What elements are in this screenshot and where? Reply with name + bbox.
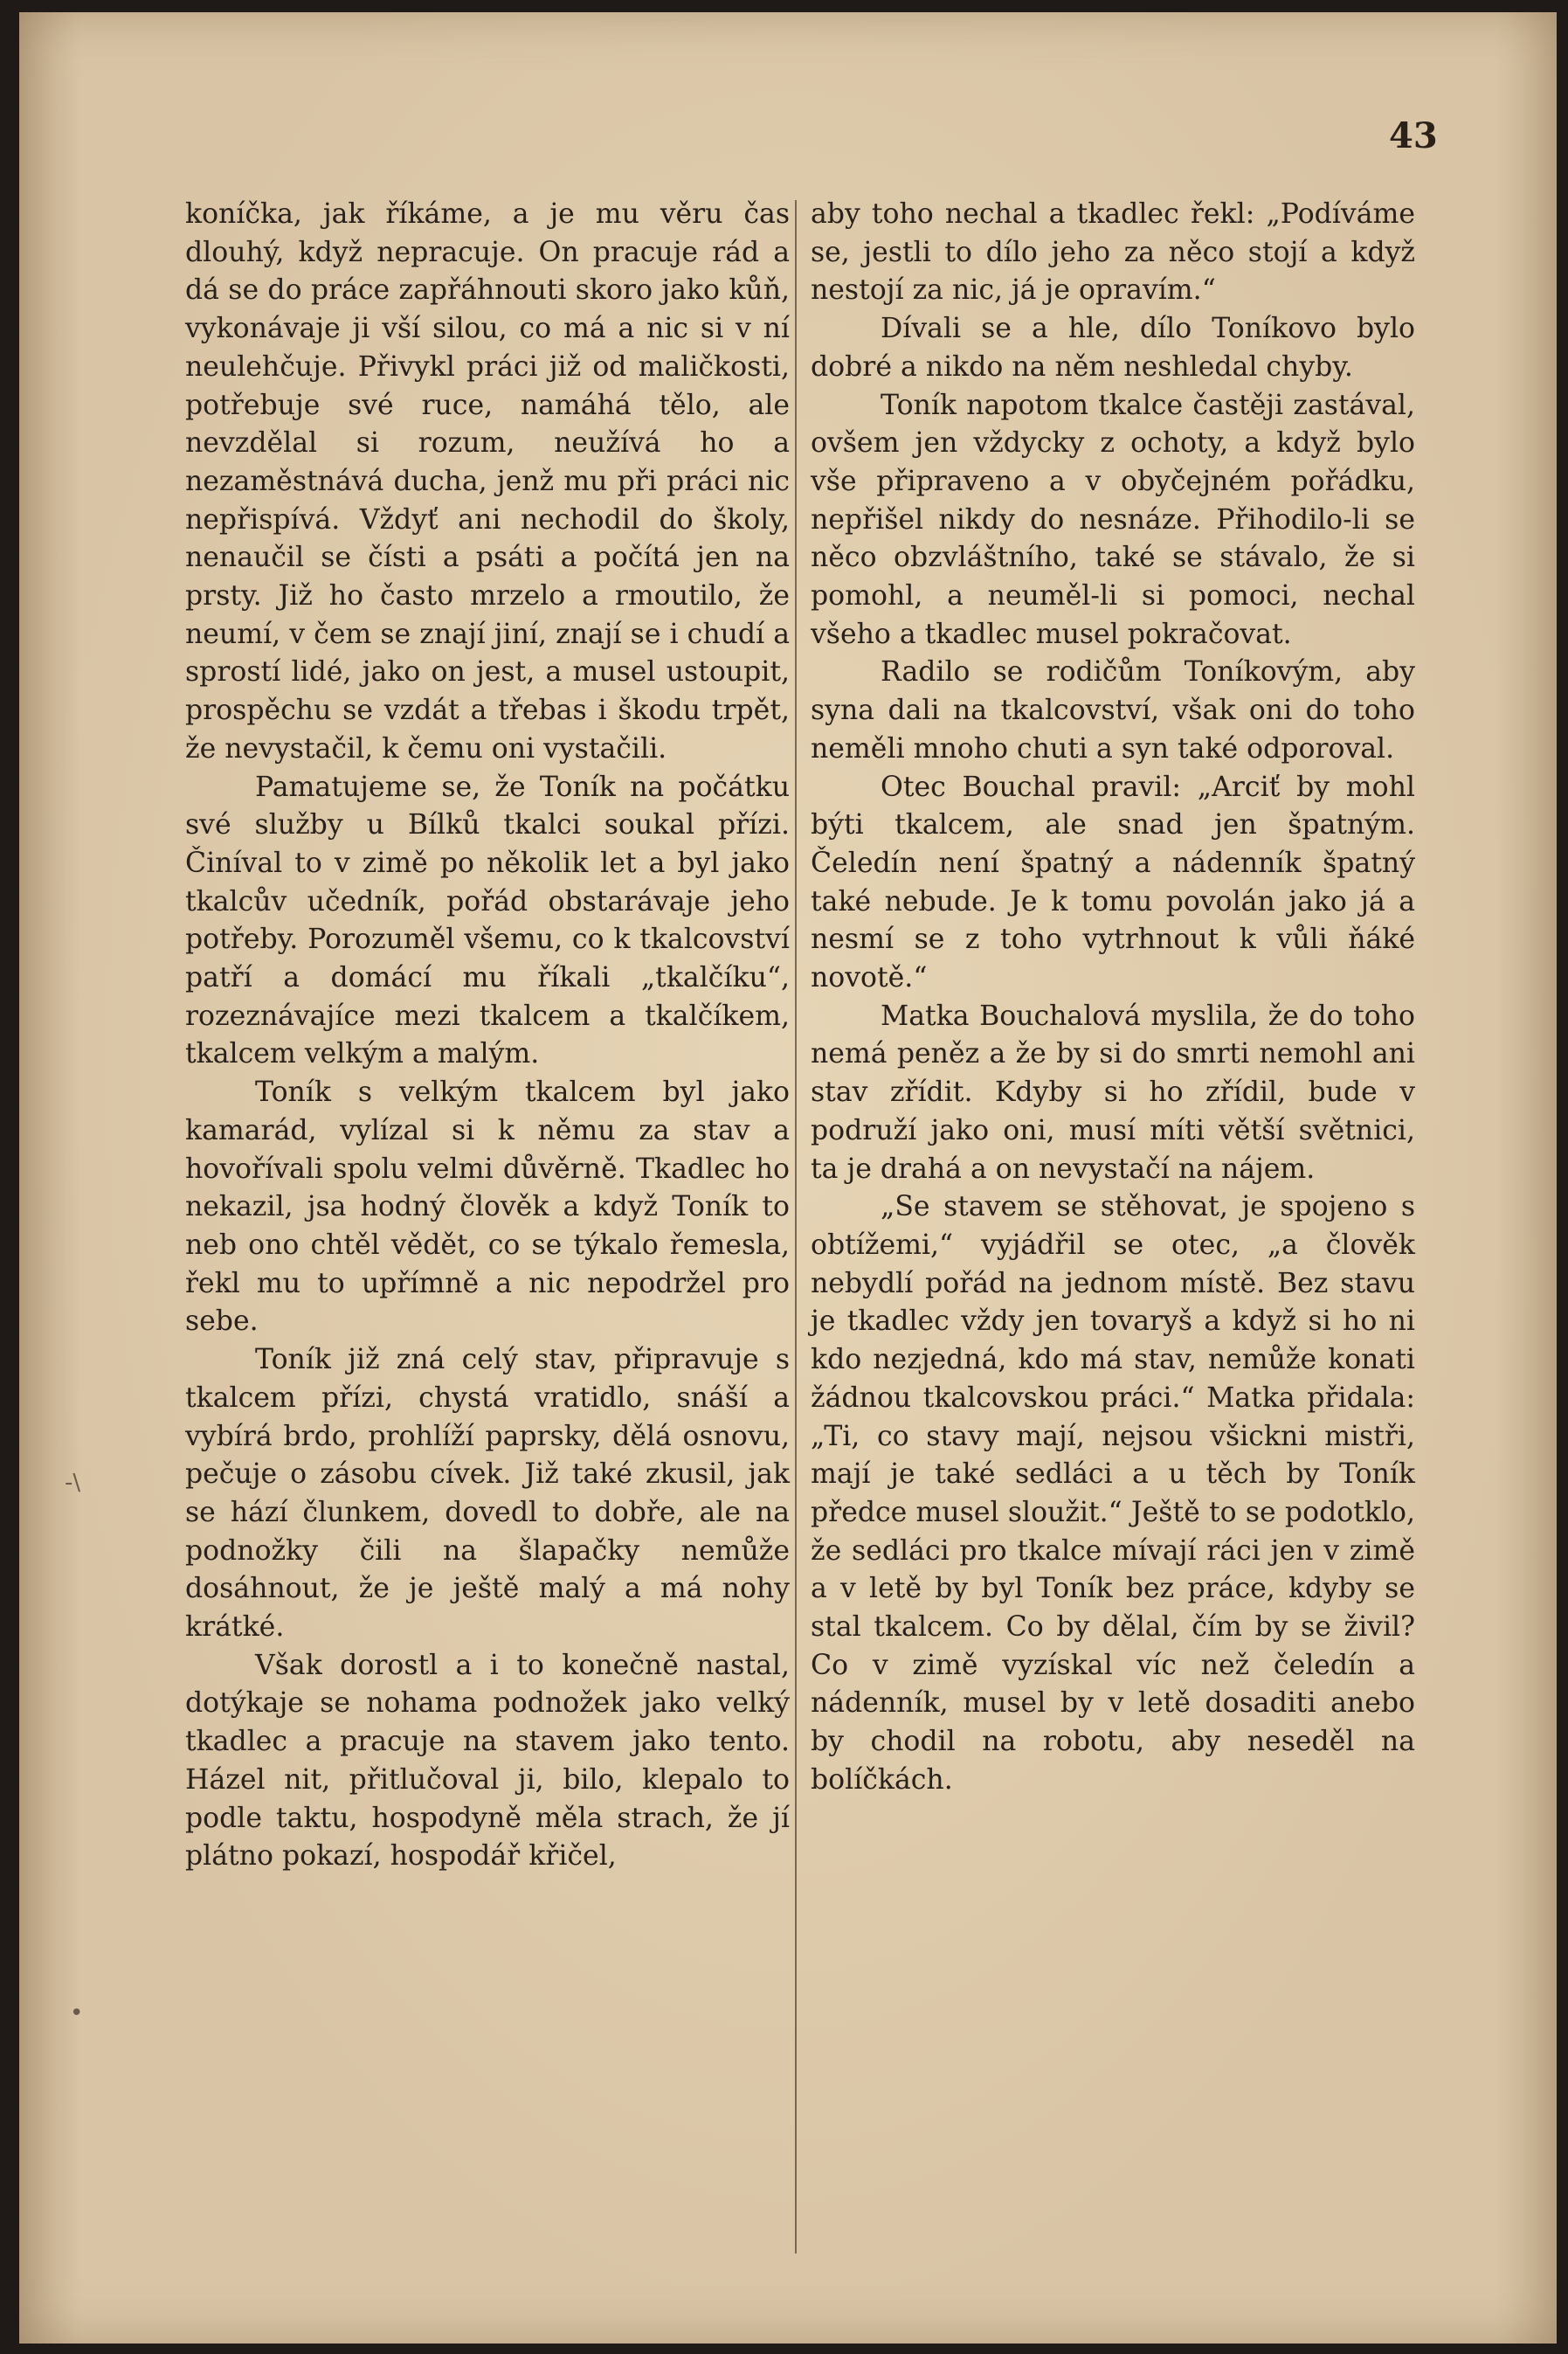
margin-mark-2: • bbox=[70, 2000, 84, 2026]
right-paragraph-2: Dívali se a hle, dílo Toníkovo bylo dobré a nikdo na něm neshledal chyby. bbox=[811, 313, 1415, 383]
right-paragraph-7: „Se stavem se stěhovat, je spojeno s obtížemi,“ vyjádřil se otec, „a člověk nebydlí pořád na jednom místě. Bez stavu je tkadlec vždy jen tovaryš a když si ho ni kdo nezjedná, kdo má stav, nemůže konati žádnou tkalcovskou práci.“ Matka přidala: „Ti, co stavy mají, nejsou všickni mistři, mají je také sedláci a u těch by Toník předce musel sloužit.“ Ještě to se podotklo, že sedláci pro tkalce mívají ráci jen v zimě a v letě by byl Toník bez práce, kdyby se stal tkalcem. Co by dělal, čím by se živil? Co v zimě vyzískal víc než čeledín a nádenník, musel by v letě dosaditi anebo by chodil na robotu, aby neseděl na bolíčkách. bbox=[811, 1191, 1415, 1796]
page-number: 43 bbox=[1389, 115, 1438, 156]
right-paragraph-6: Matka Bouchalová myslila, že do toho nemá peněz a že by si do smrti nemohl ani stav zřídit. Kdyby si ho zřídil, bude v podruží jako oni, musí míti větší světnici, ta je drahá a on nevystačí na nájem. bbox=[811, 1000, 1415, 1185]
margin-mark-1: -\ bbox=[65, 1470, 81, 1496]
right-paragraph-4: Radilo se rodičům Toníkovým, aby syna dali na tkalcovství, však oni do toho neměli mnoho chuti a syn také odporoval. bbox=[811, 656, 1415, 765]
left-paragraph-3: Toník s velkým tkalcem byl jako kamarád, vylízal si k němu za stav a hovořívali spolu velmi důvěrně. Tkadlec ho nekazil, jsa hodný člověk a když Toník to neb ono chtěl vědět, co se týkalo řemesla, řekl mu to upřímně a nic nepodržel pro sebe. bbox=[185, 1077, 790, 1338]
left-paragraph-4: Toník již zná celý stav, připravuje s tkalcem přízi, chystá vratidlo, snáší a vybírá brdo, prohlíží paprsky, dělá osnovu, pečuje o zásobu cívek. Již také zkusil, jak se hází člunkem, dovedl to dobře, ale na podnožky čili na šlapačky nemůže dosáhnout, že je ještě malý a má nohy krátké. bbox=[185, 1344, 790, 1644]
left-paragraph-1: koníčka, jak říkáme, a je mu věru čas dlouhý, když nepracuje. On pracuje rád a dá se do práce zapřáhnouti skoro jako kůň, vykonávaje ji vší silou, co má a nic si v ní neulehčuje. Přivykl práci již od maličkosti, potřebuje své ruce, namáhá tělo, ale nevzdělal si rozum, neužívá ho a nezaměstnává ducha, jenž mu při práci nic nepřispívá. Vždyť ani nechodil do školy, nenaučil se čísti a psáti a počítá jen na prsty. Již ho často mrzelo a rmoutilo, že neumí, v čem se znají jiní, znají se i chudí a sprostí lidé, jako on jest, a musel ustoupit, prospěchu se vzdát a třebas i škodu trpět, že nevystačil, k čemu oni vystačili. bbox=[185, 198, 790, 765]
left-paragraph-2: Pamatujeme se, že Toník na počátku své služby u Bílků tkalci soukal přízi. Činíval to v zimě po několik let a byl jako tkalcův učedník, pořád obstarávaje jeho potřeby. Porozuměl všemu, co k tkalcovství patří a domácí mu říkali „tkalčíku“, rozeznávajíce mezi tkalcem a tkalčíkem, tkalcem velkým a malým. bbox=[185, 771, 790, 1070]
right-paragraph-5: Otec Bouchal pravil: „Arciť by mohl býti tkalcem, ale snad jen špatným. Čeledín není špatný a nádenník špatný také nebude. Je k tomu povolán jako já a nesmí se z toho vytrhnout k vůli ňáké novotě.“ bbox=[811, 771, 1415, 994]
right-paragraph-1: aby toho nechal a tkadlec řekl: „Podíváme se, jestli to dílo jeho za něco stojí a když nestojí za nic, já je opravím.“ bbox=[811, 198, 1415, 307]
left-paragraph-5: Však dorostl a i to konečně nastal, dotýkaje se nohama podnožek jako velký tkadlec a pracuje na stavem jako tento. Házel nit, přitlučoval ji, bilo, klepalo to podle taktu, hospodyně měla strach, že jí plátno pokazí, hospodář křičel, bbox=[185, 1649, 790, 1873]
right-paragraph-3: Toník napotom tkalce častěji zastával, ovšem jen vždycky z ochoty, a když bylo vše připraveno a v obyčejném pořádku, nepřišel nikdy do nesnáze. Přihodilo-li se něco obzvláštního, také se stávalo, že si pomohl, a neuměl-li si pomoci, nechal všeho a tkadlec musel pokračovat. bbox=[811, 389, 1415, 650]
column-divider bbox=[795, 200, 797, 2254]
right-column bbox=[811, 196, 1415, 1800]
book-page bbox=[19, 12, 1557, 2344]
left-column bbox=[185, 196, 790, 1876]
